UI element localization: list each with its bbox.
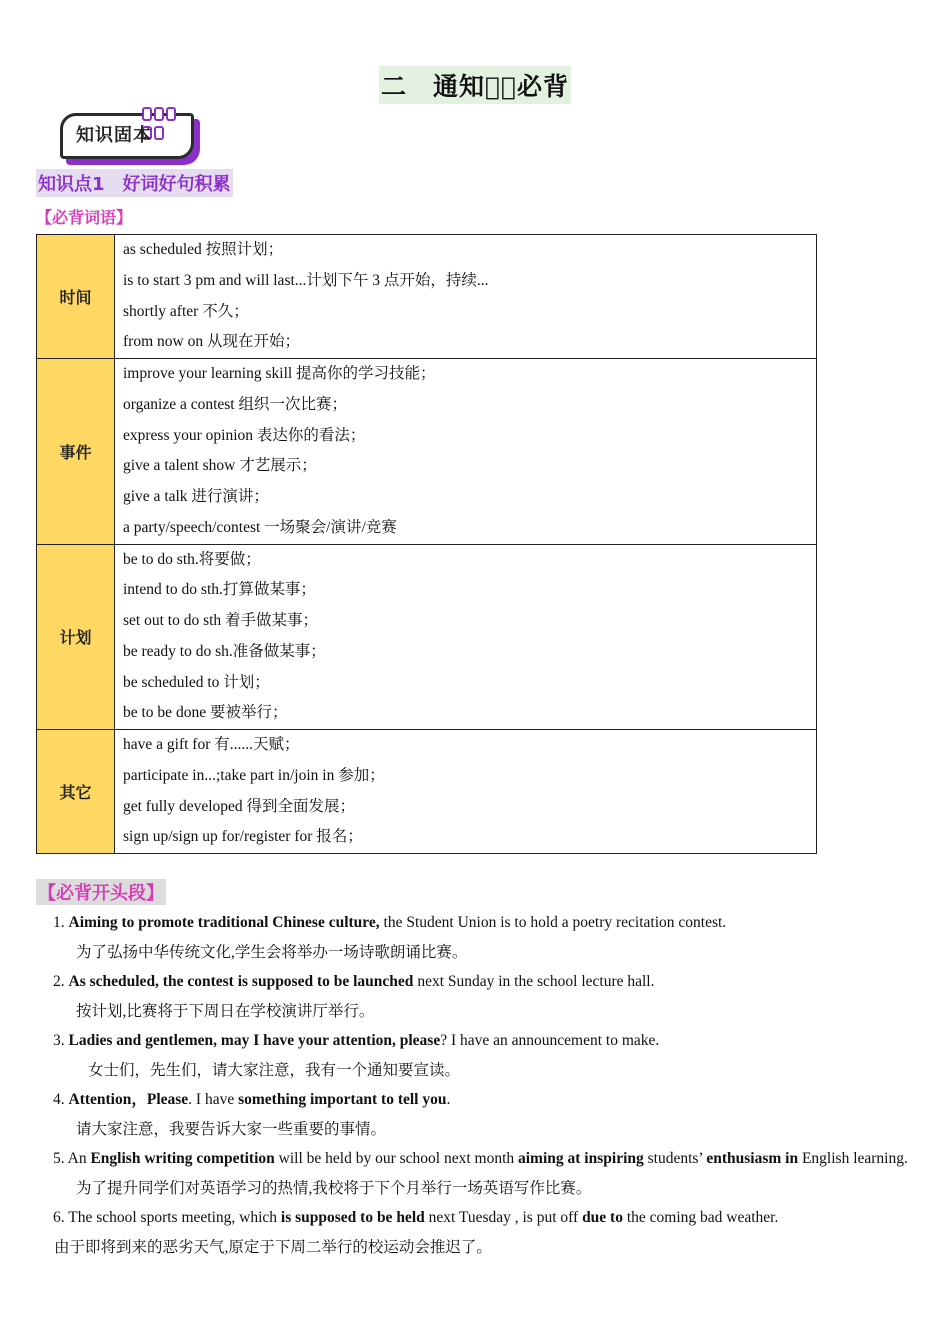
sentence-text: English learning. [798,1150,908,1167]
vocab-item: have a gift for 有......天赋； [123,736,300,753]
vocab-item: a party/speech/contest 一场聚会/演讲/竞赛 [123,518,397,536]
key-phrase: Aiming to promote traditional Chinese culture, [68,914,380,931]
opener-sentence-en [36,1085,914,1115]
vocab-item: shortly after 不久； [123,302,249,320]
section-badge [56,107,198,159]
sentence-text: students’ [643,1150,707,1167]
badge-label: 知识固本 [76,125,152,146]
opener-sentence-zh: 为了弘扬中华传统文化,学生会将举办一场诗歌朗诵比赛。 [76,943,468,961]
vocab-item: from now on 从现在开始； [123,333,300,351]
vocab-item: sign up/sign up for/register for 报名； [123,828,363,846]
vocab-item: be to be done 要被举行； [123,704,288,722]
opener-sentence-en [36,1203,914,1233]
page-title-wrap [0,66,950,104]
key-phrase: As scheduled, the contest is supposed to be launched [68,973,414,990]
vocab-item: organize a contest 组织一次比赛； [123,395,347,413]
key-phrase: is supposed to be held [280,1209,425,1226]
vocab-section-label: 【必背词语】 [36,208,133,227]
vocab-items-cell [115,359,817,545]
openers-section-label: 【必背开头段】 [36,879,166,905]
vocab-category: 其它 [37,730,115,854]
vocab-item: be to do sth.将要做； [123,550,261,568]
opener-sentence-zh: 为了提升同学们对英语学习的热情,我校将于下个月举行一场英语写作比赛。 [76,1179,592,1197]
sentence-text: will be held by our school next month [274,1150,518,1167]
openers-list [36,908,914,1262]
opener-sentence-zh: 按计划,比赛将于下周日在学校演讲厅举行。 [76,1002,375,1020]
vocab-item: get fully developed 得到全面发展； [123,797,356,815]
vocab-item: be ready to do sh.准备做某事； [123,642,326,660]
sentence-text: the coming bad weather. [622,1209,779,1226]
sentence-text: 4. [53,1091,69,1108]
vocab-item: as scheduled 按照计划； [123,241,284,258]
opener-sentence-en [36,1144,914,1174]
vocab-item: intend to do sth.打算做某事； [123,581,316,599]
key-phrase: something important to tell you [238,1091,447,1108]
sentence-text: the Student Union is to hold a poetry recitation contest. [379,914,727,931]
vocab-table [36,234,817,854]
vocab-category: 事件 [37,359,115,545]
key-phrase: due to [582,1209,623,1226]
sentence-text: ? I have an announcement to make. [440,1032,660,1049]
vocab-item: be scheduled to 计划； [123,673,270,691]
opener-sentence-zh: 由于即将到来的恶劣天气,原定于下周二举行的校运动会推迟了。 [54,1238,492,1256]
sentence-text: . I have [188,1091,239,1108]
vocab-items-cell [115,544,817,730]
key-phrase: English writing competition [90,1150,275,1167]
vocab-row [37,730,817,854]
vocab-row [37,544,817,730]
sentence-text: 6. The school sports meeting, which [53,1209,281,1226]
opener-sentence-zh: 女士们，先生们，请大家注意，我有一个通知要宣读。 [88,1061,461,1079]
key-phrase: Ladies and gentlemen, may I have your attention, please [68,1032,441,1049]
sentence-text: 1. [53,914,69,931]
vocab-item: participate in...;take part in/join in 参加； [123,766,385,784]
vocab-item: is to start 3 pm and will last...计划下午 3 点开始，持续... [123,271,489,289]
vocab-row [37,359,817,545]
sentence-text: 5. An [53,1150,91,1167]
opener-sentence-en [36,908,914,938]
key-phrase: aiming at inspiring [518,1150,644,1167]
vocab-row [37,235,817,359]
vocab-item: express your opinion 表达你的看法； [123,426,366,444]
notebook-rings-icon [142,107,186,119]
vocab-category: 时间 [37,235,115,359]
vocab-item: give a talent show 才艺展示； [123,457,317,475]
vocab-items-cell [115,235,817,359]
vocab-item: give a talk 进行演讲； [123,488,269,505]
key-phrase: enthusiasm in [706,1150,799,1167]
vocab-category: 计划 [37,544,115,730]
opener-sentence-en [36,967,914,997]
vocab-item: set out to do sth 着手做某事； [123,612,319,629]
sentence-text: next Sunday in the school lecture hall. [413,973,655,990]
knowledge-point-title: 知识点1 好词好句积累 [36,169,233,197]
page-title: 二 通知􀀀􀀀必背 [379,66,571,104]
sentence-text: 2. [53,973,69,990]
vocab-item: improve your learning skill 提高你的学习技能； [123,365,436,382]
key-phrase: Attention，Please [68,1091,189,1108]
vocab-items-cell [115,730,817,854]
opener-sentence-zh: 请大家注意，我要告诉大家一些重要的事情。 [76,1120,387,1138]
opener-sentence-en [36,1026,914,1056]
sentence-text: next Tuesday , is put off [424,1209,583,1226]
sentence-text: 3. [53,1032,69,1049]
sentence-text: . [446,1091,451,1108]
